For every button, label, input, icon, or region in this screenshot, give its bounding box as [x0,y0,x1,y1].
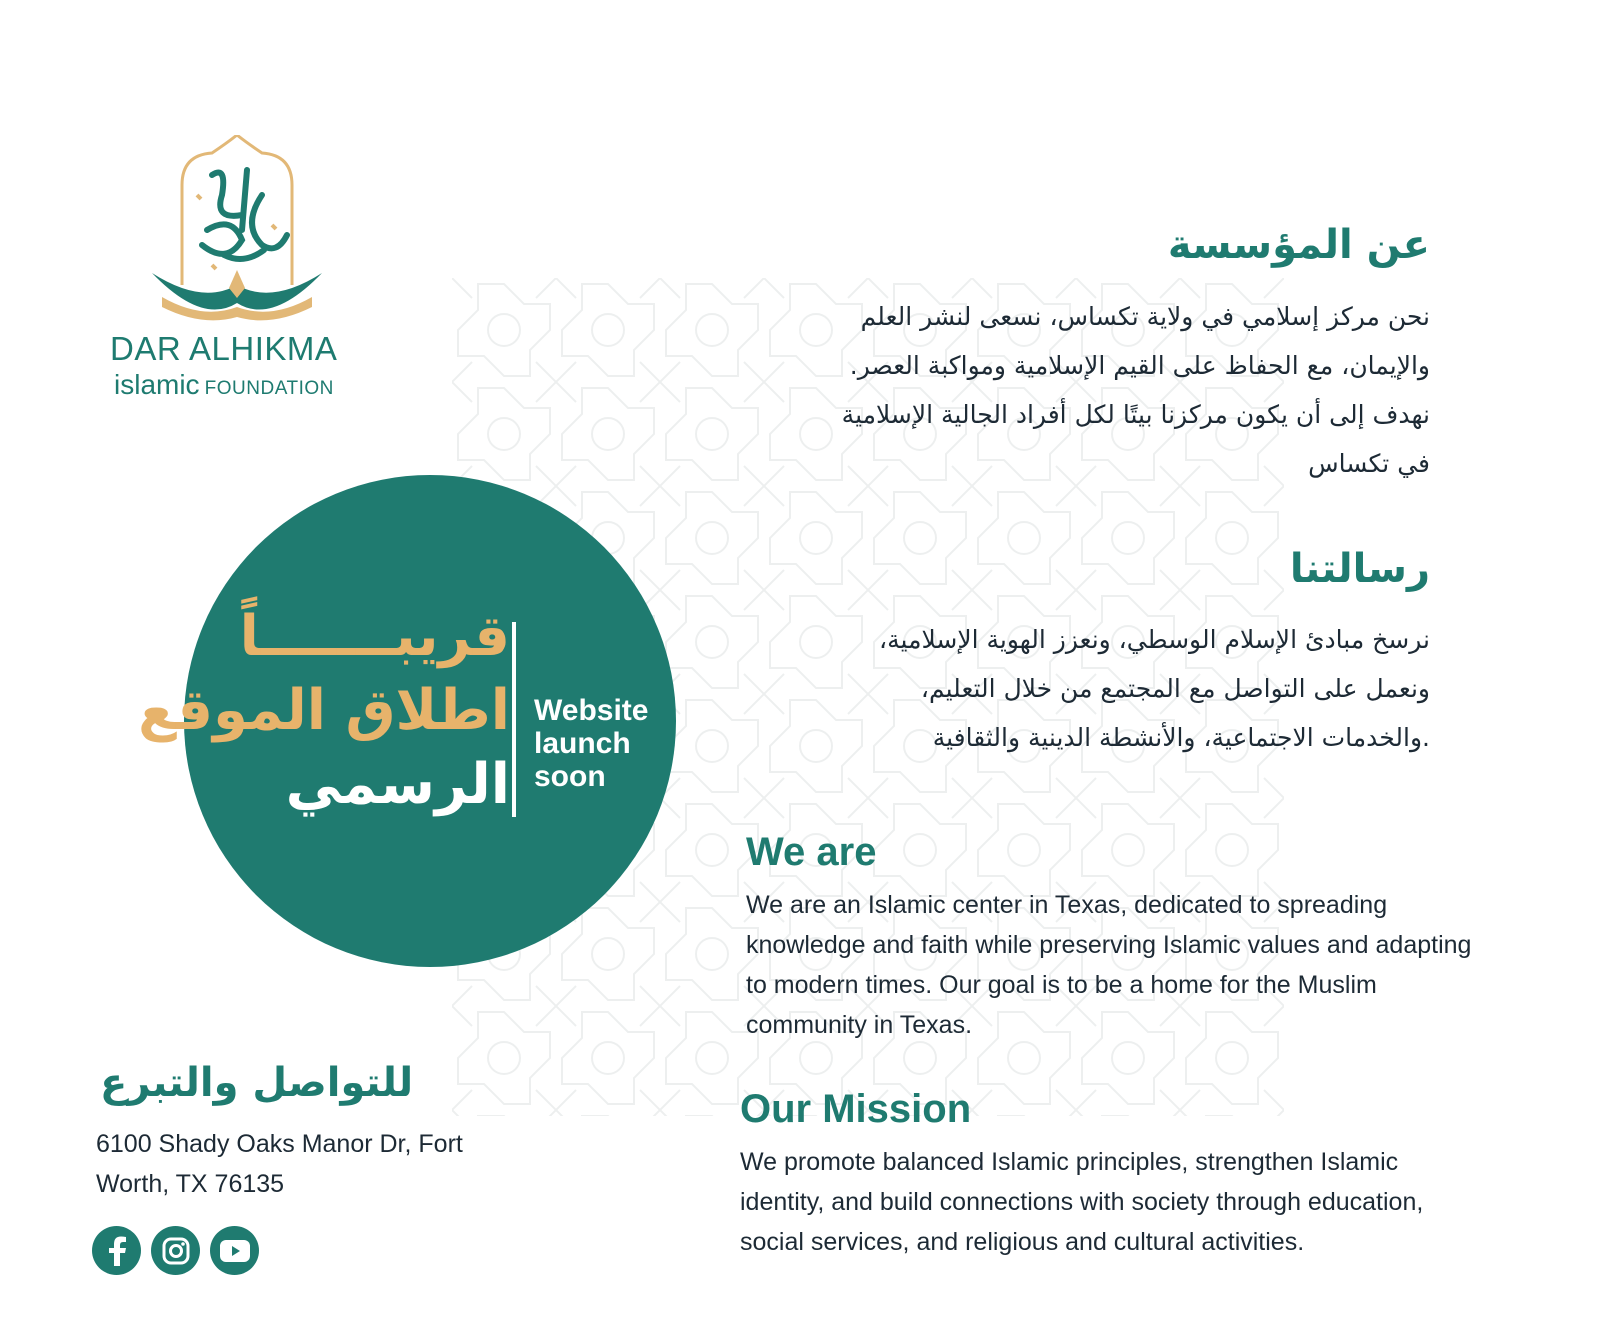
contact-address: 6100 Shady Oaks Manor Dr, Fort Worth, TX 76135 [96,1130,463,1198]
mission-ar-line: نرسخ مبادئ الإسلام الوسطي، ونعزز الهوية الإسلامية، [879,625,1430,654]
announcement-divider [512,622,516,817]
foundation-logo [110,135,360,400]
announcement-en-line2: launch [534,727,631,760]
about-ar-line: والإيمان، مع الحفاظ على القيم الإسلامية ومواكبة العصر. [849,351,1430,380]
instagram-icon[interactable] [151,1226,200,1275]
logo-sub-foundation: FOUNDATION [204,378,334,399]
announcement-arabic [138,600,510,822]
about-ar-line: نحن مركز إسلامي في ولاية تكساس، نسعى لنشر العلم [860,302,1430,331]
mission-en-heading: Our Mission [740,1087,972,1131]
announcement-ar-line2: اطلاق الموقع [138,678,510,743]
announcement-ar-line1: قريبـــــــاً [239,604,510,669]
calligraphy-emblem-icon [152,135,322,335]
social-links [92,1226,259,1275]
about-en-text: We are an Islamic center in Texas, dedicated to spreading knowledge and faith while preserving Islamic values and adapting to modern times. Our goal is to be a home for the Muslim community in Texas. [746,891,1472,1039]
logo-subtitle [114,369,334,401]
youtube-icon[interactable] [210,1226,259,1275]
contact-heading: للتواصل والتبرع [100,1060,414,1106]
logo-title: DAR ALHIKMA [110,330,338,367]
mission-ar-line: .والخدمات الاجتماعية، والأنشطة الدينية والثقافية [932,723,1430,752]
about-ar-text [842,292,1430,488]
announcement-ar-line3: الرسمي [285,752,510,817]
mission-ar-text [879,615,1430,762]
about-en-heading: We are [746,830,877,874]
mission-en-text: We promote balanced Islamic principles, strengthen Islamic identity, and build connections with society through education, social services, and religious and cultural activities. [740,1148,1424,1256]
announcement-en-line3: soon [534,760,606,793]
about-ar-line: نهدف إلى أن يكون مركزنا بيتًا لكل أفراد الجالية الإسلامية [841,400,1430,429]
mission-ar-line: ونعمل على التواصل مع المجتمع من خلال التعليم، [920,674,1430,703]
about-ar-heading: عن المؤسسة [1167,222,1430,268]
about-ar-line: في تكساس [1308,449,1430,478]
announcement-english [534,694,648,793]
mission-ar-heading: رسالتنا [1289,546,1430,592]
logo-sub-islamic: islamic [114,369,200,400]
facebook-icon[interactable] [92,1226,141,1275]
announcement-en-line1: Website [534,694,649,727]
